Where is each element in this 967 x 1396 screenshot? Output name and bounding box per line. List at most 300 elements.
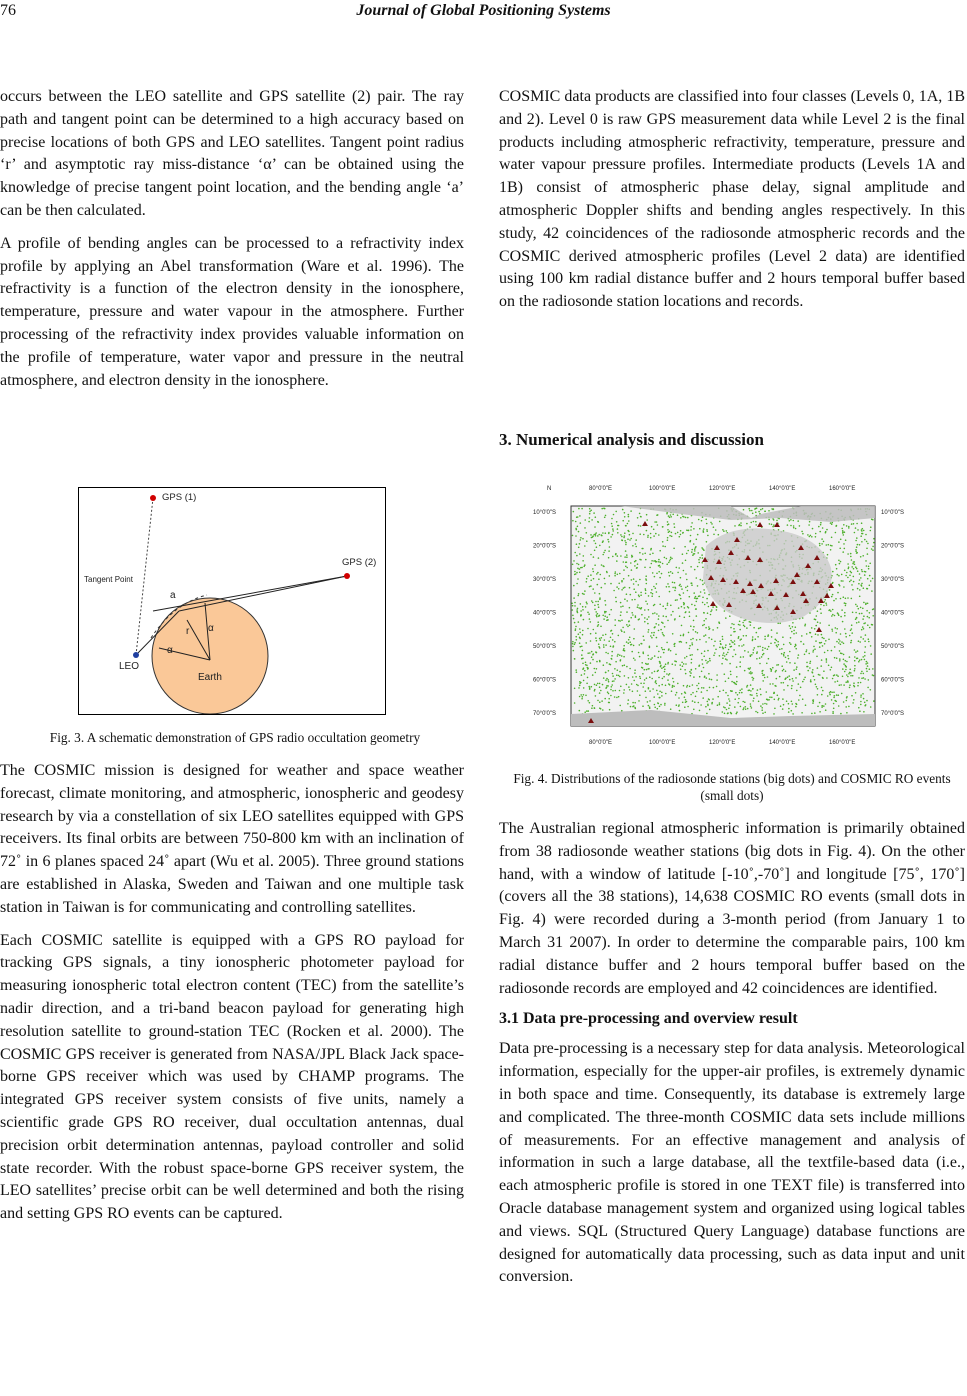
ro-event-dot: [823, 605, 825, 607]
ro-event-dot: [657, 708, 659, 710]
ro-event-dot: [775, 671, 777, 673]
ro-event-dot: [681, 693, 683, 695]
ro-event-dot: [857, 685, 859, 687]
ro-event-dot: [670, 708, 672, 710]
ro-event-dot: [621, 539, 623, 541]
lat-tick-label: 70°0'0"S: [881, 711, 905, 717]
ro-event-dot: [734, 706, 736, 708]
ro-event-dot: [574, 622, 576, 624]
ro-event-dot: [870, 645, 872, 647]
ro-event-dot: [722, 529, 724, 531]
ro-event-dot: [834, 681, 836, 683]
ro-event-dot: [868, 617, 870, 619]
ro-event-dot: [790, 628, 792, 630]
ro-event-dot: [640, 559, 642, 561]
ro-event-dot: [768, 510, 770, 512]
ro-event-dot: [764, 677, 766, 679]
ro-event-dot: [711, 609, 713, 611]
ro-event-dot: [573, 585, 575, 587]
ro-event-dot: [752, 639, 754, 641]
ro-event-dot: [659, 550, 661, 552]
ro-event-dot: [793, 633, 795, 635]
ro-event-dot: [627, 523, 629, 525]
ro-event-dot: [639, 676, 641, 678]
ro-event-dot: [830, 522, 832, 524]
ro-event-dot: [626, 624, 628, 626]
ro-event-dot: [807, 666, 809, 668]
ro-event-dot: [631, 579, 633, 581]
ro-event-dot: [594, 609, 596, 611]
ro-event-dot: [694, 548, 696, 550]
ro-event-dot: [691, 551, 693, 553]
ro-event-dot: [653, 605, 655, 607]
ro-event-dot: [819, 674, 821, 676]
ro-event-dot: [586, 601, 588, 603]
paragraph: COSMIC data products are classified into four classes (Levels 0, 1A, 1B and 2). Level 0 is raw GPS measurement data while Level 2 is the final products including atmospheric refractivity, temperature, pressure and water vapour pressure profiles. Intermediate products (Levels 1A and 1B) consist of atmospheric phase delay, signal amplitude and atmospheric Doppler shifts and bending angles respectively. In this study, 42 coincidences of the radiosonde atmospheric records and the COSMIC derived atmospheric profiles (Level 2 data) are identified using 100 km radial distance buffer and 2 hours temporal buffer based on the radiosonde station locations and records.: [499, 88, 965, 311]
ro-event-dot: [743, 707, 745, 709]
ro-event-dot: [651, 526, 653, 528]
ro-event-dot: [813, 699, 815, 701]
ro-event-dot: [674, 660, 676, 662]
ro-event-dot: [858, 608, 860, 610]
ro-event-dot: [776, 646, 778, 648]
ro-event-dot: [638, 525, 640, 527]
ro-event-dot: [649, 690, 651, 692]
ro-event-dot: [825, 532, 827, 534]
ro-event-dot: [827, 554, 829, 556]
ro-event-dot: [843, 659, 845, 661]
ro-event-dot: [695, 608, 697, 610]
ro-event-dot: [739, 624, 741, 626]
ro-event-dot: [614, 668, 616, 670]
ro-event-dot: [717, 696, 719, 698]
ro-event-dot: [843, 684, 845, 686]
ro-event-dot: [831, 523, 833, 525]
ro-event-dot: [573, 650, 575, 652]
ro-event-dot: [793, 527, 795, 529]
ro-event-dot: [715, 529, 717, 531]
ro-event-dot: [819, 545, 821, 547]
ro-event-dot: [683, 685, 685, 687]
ro-event-dot: [633, 583, 635, 585]
ro-event-dot: [860, 607, 862, 609]
ro-event-dot: [793, 520, 795, 522]
ro-event-dot: [753, 521, 755, 523]
ro-event-dot: [595, 516, 597, 518]
ro-event-dot: [812, 702, 814, 704]
ro-event-dot: [757, 712, 759, 714]
ro-event-dot: [806, 649, 808, 651]
leo-dot: [133, 652, 139, 658]
ro-event-dot: [644, 553, 646, 555]
ro-event-dot: [573, 597, 575, 599]
ro-event-dot: [760, 705, 762, 707]
ro-event-dot: [762, 703, 764, 705]
ro-event-dot: [615, 690, 617, 692]
ro-event-dot: [829, 589, 831, 591]
ro-event-dot: [783, 644, 785, 646]
ro-event-dot: [702, 663, 704, 665]
ro-event-dot: [678, 697, 680, 699]
ro-event-dot: [835, 598, 837, 600]
ro-event-dot: [868, 568, 870, 570]
ro-event-dot: [608, 702, 610, 704]
ro-event-dot: [608, 693, 610, 695]
ro-event-dot: [619, 676, 621, 678]
ro-event-dot: [780, 705, 782, 707]
ro-event-dot: [719, 647, 721, 649]
ro-event-dot: [855, 612, 857, 614]
ro-event-dot: [703, 620, 705, 622]
ro-event-dot: [670, 516, 672, 518]
ro-event-dot: [831, 699, 833, 701]
ro-event-dot: [654, 704, 656, 706]
ro-event-dot: [839, 658, 841, 660]
ro-event-dot: [621, 655, 623, 657]
ro-event-dot: [647, 535, 649, 537]
ro-event-dot: [713, 655, 715, 657]
ro-event-dot: [753, 649, 755, 651]
ro-event-dot: [859, 544, 861, 546]
ro-event-dot: [831, 596, 833, 598]
lat-tick-label: 40°0'0"S: [881, 610, 905, 617]
ro-event-dot: [671, 532, 673, 534]
ro-event-dot: [771, 508, 773, 510]
ro-event-dot: [682, 553, 684, 555]
ro-event-dot: [764, 703, 766, 705]
ro-event-dot: [625, 566, 627, 568]
lat-tick-label: 10°0'0"S: [881, 510, 905, 516]
ro-event-dot: [646, 677, 648, 679]
ro-event-dot: [815, 619, 817, 621]
ro-event-dot: [648, 668, 650, 670]
ro-event-dot: [620, 615, 622, 617]
ro-event-dot: [829, 692, 831, 694]
lon-tick-label: 120°0'0"E: [709, 740, 736, 746]
ro-event-dot: [707, 535, 709, 537]
ro-event-dot: [768, 646, 770, 648]
ro-event-dot: [629, 587, 631, 589]
ro-event-dot: [798, 699, 800, 701]
ro-event-dot: [614, 678, 616, 680]
ro-event-dot: [699, 665, 701, 667]
ro-event-dot: [825, 640, 827, 642]
ro-event-dot: [576, 609, 578, 611]
ro-event-dot: [871, 590, 873, 592]
ro-event-dot: [656, 591, 658, 593]
ro-event-dot: [615, 601, 617, 603]
ro-event-dot: [579, 553, 581, 555]
ro-event-dot: [714, 652, 716, 654]
ro-event-dot: [605, 644, 607, 646]
ro-event-dot: [843, 643, 845, 645]
ro-event-dot: [630, 538, 632, 540]
ro-event-dot: [667, 679, 669, 681]
ro-event-dot: [640, 594, 642, 596]
ro-event-dot: [687, 550, 689, 552]
ro-event-dot: [858, 661, 860, 663]
ro-event-dot: [862, 555, 864, 557]
ro-event-dot: [576, 583, 578, 585]
ro-event-dot: [691, 642, 693, 644]
ro-event-dot: [799, 695, 801, 697]
ro-event-dot: [584, 670, 586, 672]
ro-event-dot: [613, 645, 615, 647]
ro-event-dot: [584, 545, 586, 547]
ro-event-dot: [662, 649, 664, 651]
ro-event-dot: [664, 557, 666, 559]
ro-event-dot: [659, 577, 661, 579]
ro-event-dot: [852, 563, 854, 565]
ro-event-dot: [576, 639, 578, 641]
ro-event-dot: [574, 644, 576, 646]
ro-event-dot: [868, 641, 870, 643]
ro-event-dot: [632, 614, 634, 616]
ro-event-dot: [648, 595, 650, 597]
ro-event-dot: [869, 627, 871, 629]
ro-event-dot: [596, 668, 598, 670]
ro-event-dot: [631, 644, 633, 646]
ro-event-dot: [734, 643, 736, 645]
ro-event-dot: [618, 620, 620, 622]
lon-tick-label: 160°0'0"E: [829, 486, 856, 492]
ro-event-dot: [691, 659, 693, 661]
ro-event-dot: [642, 651, 644, 653]
ro-event-dot: [769, 523, 771, 525]
ro-event-dot: [868, 638, 870, 640]
ro-event-dot: [826, 544, 828, 546]
ro-event-dot: [779, 649, 781, 651]
ro-event-dot: [700, 579, 702, 581]
ro-event-dot: [835, 632, 837, 634]
ro-event-dot: [864, 655, 866, 657]
ro-event-dot: [624, 512, 626, 514]
ro-event-dot: [828, 610, 830, 612]
ro-event-dot: [820, 604, 822, 606]
ro-event-dot: [824, 643, 826, 645]
ro-event-dot: [719, 702, 721, 704]
ro-event-dot: [750, 655, 752, 657]
ro-event-dot: [760, 688, 762, 690]
ro-event-dot: [624, 631, 626, 633]
ro-event-dot: [589, 702, 591, 704]
ro-event-dot: [862, 693, 864, 695]
ro-event-dot: [647, 536, 649, 538]
ro-event-dot: [854, 665, 856, 667]
ro-event-dot: [591, 707, 593, 709]
ro-event-dot: [811, 536, 813, 538]
ro-event-dot: [576, 671, 578, 673]
ro-event-dot: [830, 549, 832, 551]
ro-event-dot: [684, 657, 686, 659]
ro-event-dot: [619, 573, 621, 575]
ro-event-dot: [632, 676, 634, 678]
ro-event-dot: [624, 598, 626, 600]
ro-event-dot: [672, 678, 674, 680]
ro-event-dot: [849, 684, 851, 686]
ro-event-dot: [602, 709, 604, 711]
ro-event-dot: [729, 643, 731, 645]
ro-event-dot: [854, 670, 856, 672]
ro-event-dot: [773, 519, 775, 521]
ro-event-dot: [845, 669, 847, 671]
ro-event-dot: [671, 536, 673, 538]
ro-event-dot: [810, 679, 812, 681]
ro-event-dot: [722, 657, 724, 659]
ro-event-dot: [760, 509, 762, 511]
ro-event-dot: [686, 529, 688, 531]
ro-event-dot: [580, 694, 582, 696]
ro-event-dot: [593, 578, 595, 580]
ro-event-dot: [648, 616, 650, 618]
ro-event-dot: [709, 687, 711, 689]
ro-event-dot: [686, 642, 688, 644]
ro-event-dot: [637, 606, 639, 608]
ro-event-dot: [672, 611, 674, 613]
ro-event-dot: [572, 641, 574, 643]
ro-event-dot: [791, 631, 793, 633]
ro-event-dot: [810, 681, 812, 683]
ro-event-dot: [752, 700, 754, 702]
ro-event-dot: [700, 704, 702, 706]
ro-event-dot: [601, 564, 603, 566]
ro-event-dot: [582, 606, 584, 608]
ro-event-dot: [817, 688, 819, 690]
ro-event-dot: [856, 523, 858, 525]
ro-event-dot: [587, 652, 589, 654]
ro-event-dot: [813, 646, 815, 648]
ro-event-dot: [649, 567, 651, 569]
ro-event-dot: [653, 632, 655, 634]
ro-event-dot: [579, 637, 581, 639]
ro-event-dot: [645, 663, 647, 665]
ro-event-dot: [749, 672, 751, 674]
ro-event-dot: [599, 686, 601, 688]
ro-event-dot: [604, 517, 606, 519]
ro-event-dot: [848, 526, 850, 528]
ro-event-dot: [731, 690, 733, 692]
ro-event-dot: [820, 522, 822, 524]
ro-event-dot: [752, 513, 754, 515]
ro-event-dot: [680, 669, 682, 671]
ro-event-dot: [849, 687, 851, 689]
ro-event-dot: [844, 615, 846, 617]
ro-event-dot: [702, 584, 704, 586]
ro-event-dot: [795, 648, 797, 650]
ro-event-dot: [704, 676, 706, 678]
ro-event-dot: [821, 642, 823, 644]
ro-event-dot: [692, 554, 694, 556]
ro-event-dot: [705, 641, 707, 643]
ro-event-dot: [864, 574, 866, 576]
ro-event-dot: [843, 663, 845, 665]
ro-event-dot: [831, 692, 833, 694]
ro-event-dot: [606, 616, 608, 618]
ro-event-dot: [864, 539, 866, 541]
ro-event-dot: [736, 713, 738, 715]
ro-event-dot: [620, 606, 622, 608]
ro-event-dot: [643, 639, 645, 641]
ro-event-dot: [730, 674, 732, 676]
ro-event-dot: [863, 711, 865, 713]
ro-event-dot: [690, 566, 692, 568]
ro-event-dot: [623, 569, 625, 571]
ro-event-dot: [853, 682, 855, 684]
ro-event-dot: [658, 677, 660, 679]
ro-event-dot: [785, 657, 787, 659]
ro-event-dot: [575, 521, 577, 523]
ro-event-dot: [805, 704, 807, 706]
ro-event-dot: [693, 709, 695, 711]
ro-event-dot: [697, 632, 699, 634]
ro-event-dot: [658, 651, 660, 653]
ro-event-dot: [825, 602, 827, 604]
ro-event-dot: [674, 618, 676, 620]
ro-event-dot: [617, 528, 619, 530]
lon-tick-label: 80°0'0"E: [589, 486, 613, 492]
ro-event-dot: [637, 690, 639, 692]
ro-event-dot: [594, 564, 596, 566]
ro-event-dot: [847, 563, 849, 565]
ro-event-dot: [805, 624, 807, 626]
ro-event-dot: [697, 585, 699, 587]
ro-event-dot: [808, 524, 810, 526]
ro-event-dot: [719, 655, 721, 657]
lat-tick-label: 70°0'0"S: [533, 711, 557, 717]
ro-event-dot: [690, 535, 692, 537]
section-heading-wrap: [499, 430, 965, 450]
ro-event-dot: [649, 646, 651, 648]
ro-event-dot: [667, 583, 669, 585]
ro-event-dot: [670, 605, 672, 607]
ro-event-dot: [595, 535, 597, 537]
ro-event-dot: [743, 635, 745, 637]
ro-event-dot: [838, 560, 840, 562]
ro-event-dot: [660, 561, 662, 563]
ro-event-dot: [626, 666, 628, 668]
ro-event-dot: [795, 644, 797, 646]
ro-event-dot: [672, 663, 674, 665]
ro-event-dot: [752, 679, 754, 681]
ro-event-dot: [681, 588, 683, 590]
ro-event-dot: [795, 703, 797, 705]
ro-event-dot: [684, 669, 686, 671]
ro-event-dot: [739, 621, 741, 623]
north-arrow: N: [547, 486, 552, 492]
ro-event-dot: [838, 705, 840, 707]
ro-event-dot: [667, 529, 669, 531]
ro-event-dot: [638, 619, 640, 621]
ro-event-dot: [773, 693, 775, 695]
ro-event-dot: [619, 671, 621, 673]
ro-event-dot: [589, 687, 591, 689]
ro-event-dot: [672, 582, 674, 584]
ro-event-dot: [648, 629, 650, 631]
ro-event-dot: [836, 657, 838, 659]
ro-event-dot: [866, 700, 868, 702]
ro-event-dot: [683, 635, 685, 637]
ro-event-dot: [684, 617, 686, 619]
ro-event-dot: [832, 522, 834, 524]
ro-event-dot: [572, 605, 574, 607]
ro-event-dot: [679, 584, 681, 586]
ro-event-dot: [675, 533, 677, 535]
ro-event-dot: [680, 534, 682, 536]
ro-event-dot: [750, 624, 752, 626]
ro-event-dot: [592, 674, 594, 676]
ro-event-dot: [814, 712, 816, 714]
ro-event-dot: [594, 668, 596, 670]
